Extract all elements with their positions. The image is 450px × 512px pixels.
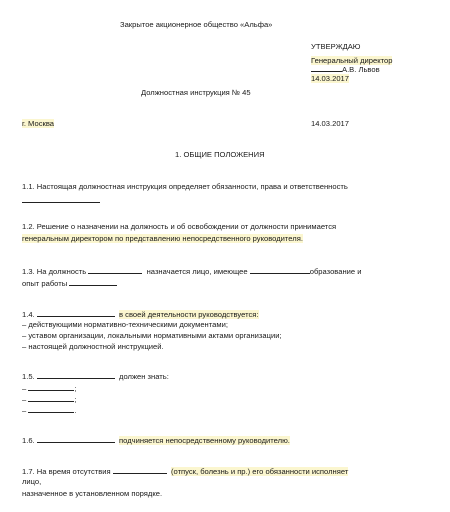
clause-1-4-b: в своей деятельности руководствуется: bbox=[119, 310, 259, 319]
signature-line bbox=[311, 71, 342, 72]
list-item: – ; bbox=[22, 384, 77, 393]
clause-1-6 bbox=[22, 435, 290, 445]
bullet: – bbox=[22, 384, 27, 393]
blank-field bbox=[37, 435, 115, 443]
clause-1-7-line3: назначенное в установленном порядке. bbox=[22, 489, 163, 498]
blank-field bbox=[37, 309, 115, 317]
blank-field bbox=[22, 202, 100, 203]
blank-field bbox=[69, 278, 117, 286]
clause-1-3-a: 1.3. На должность bbox=[22, 267, 87, 276]
clause-1-7-a: 1.7. На время отсутствия bbox=[22, 467, 111, 476]
section-heading: 1. ОБЩИЕ ПОЛОЖЕНИЯ bbox=[175, 150, 265, 159]
list-item: – ; bbox=[22, 395, 77, 404]
clause-1-3-line2-text: опыт работы bbox=[22, 279, 68, 288]
approve-date: 14.03.2017 bbox=[311, 74, 350, 83]
clause-1-4-item: – уставом организации, локальными нормативными актами организации; bbox=[22, 331, 282, 340]
blank-field bbox=[28, 394, 74, 402]
clause-1-7-line2: лицо, bbox=[22, 477, 42, 486]
clause-1-4-item: – действующими нормативно-техническими документами; bbox=[22, 320, 228, 329]
blank-field bbox=[113, 466, 167, 474]
approver-name: А.В. Львов bbox=[342, 65, 380, 74]
clause-1-7-b: (отпуск, болезнь и пр.) его обязанности исполняет bbox=[170, 467, 349, 476]
clause-1-3-line1 bbox=[22, 266, 361, 276]
clause-1-3-b: назначается лицо, имеющее bbox=[146, 267, 248, 276]
clause-1-5-b: должен знать: bbox=[119, 372, 169, 381]
document-title: Должностная инструкция № 45 bbox=[141, 88, 251, 97]
clause-1-1: 1.1. Настоящая должностная инструкция определяет обязанности, права и ответственность bbox=[22, 182, 348, 191]
list-item: – . bbox=[22, 406, 77, 415]
blank-field bbox=[37, 371, 115, 379]
clause-1-2-line2: генеральным директором по представлению непосредственного руководителя. bbox=[22, 234, 303, 243]
clause-1-4-item: – настоящей должностной инструкцией. bbox=[22, 342, 164, 351]
clause-1-3-line2 bbox=[22, 278, 117, 288]
clause-1-2-line1: 1.2. Решение о назначении на должность и об освобождении от должности принимается bbox=[22, 222, 337, 231]
bullet: – bbox=[22, 406, 27, 415]
document-date: 14.03.2017 bbox=[311, 119, 350, 128]
company-name: Закрытое акционерное общество «Альфа» bbox=[120, 20, 273, 29]
clause-1-4 bbox=[22, 309, 259, 319]
clause-1-6-a: 1.6. bbox=[22, 436, 35, 445]
approver-title: Генеральный директор bbox=[311, 56, 393, 65]
approve-label: УТВЕРЖДАЮ bbox=[311, 42, 361, 51]
bullet: – bbox=[22, 395, 27, 404]
clause-1-6-b: подчиняется непосредственному руководителю. bbox=[119, 436, 290, 445]
blank-field bbox=[88, 266, 142, 274]
document-city: г. Москва bbox=[22, 119, 54, 128]
clause-1-4-a: 1.4. bbox=[22, 310, 35, 319]
blank-field bbox=[250, 266, 310, 274]
clause-1-3-c: образование и bbox=[309, 267, 362, 276]
clause-1-7 bbox=[22, 466, 348, 476]
blank-field bbox=[28, 405, 74, 413]
blank-field bbox=[28, 383, 74, 391]
clause-1-5 bbox=[22, 371, 169, 381]
clause-1-5-a: 1.5. bbox=[22, 372, 35, 381]
